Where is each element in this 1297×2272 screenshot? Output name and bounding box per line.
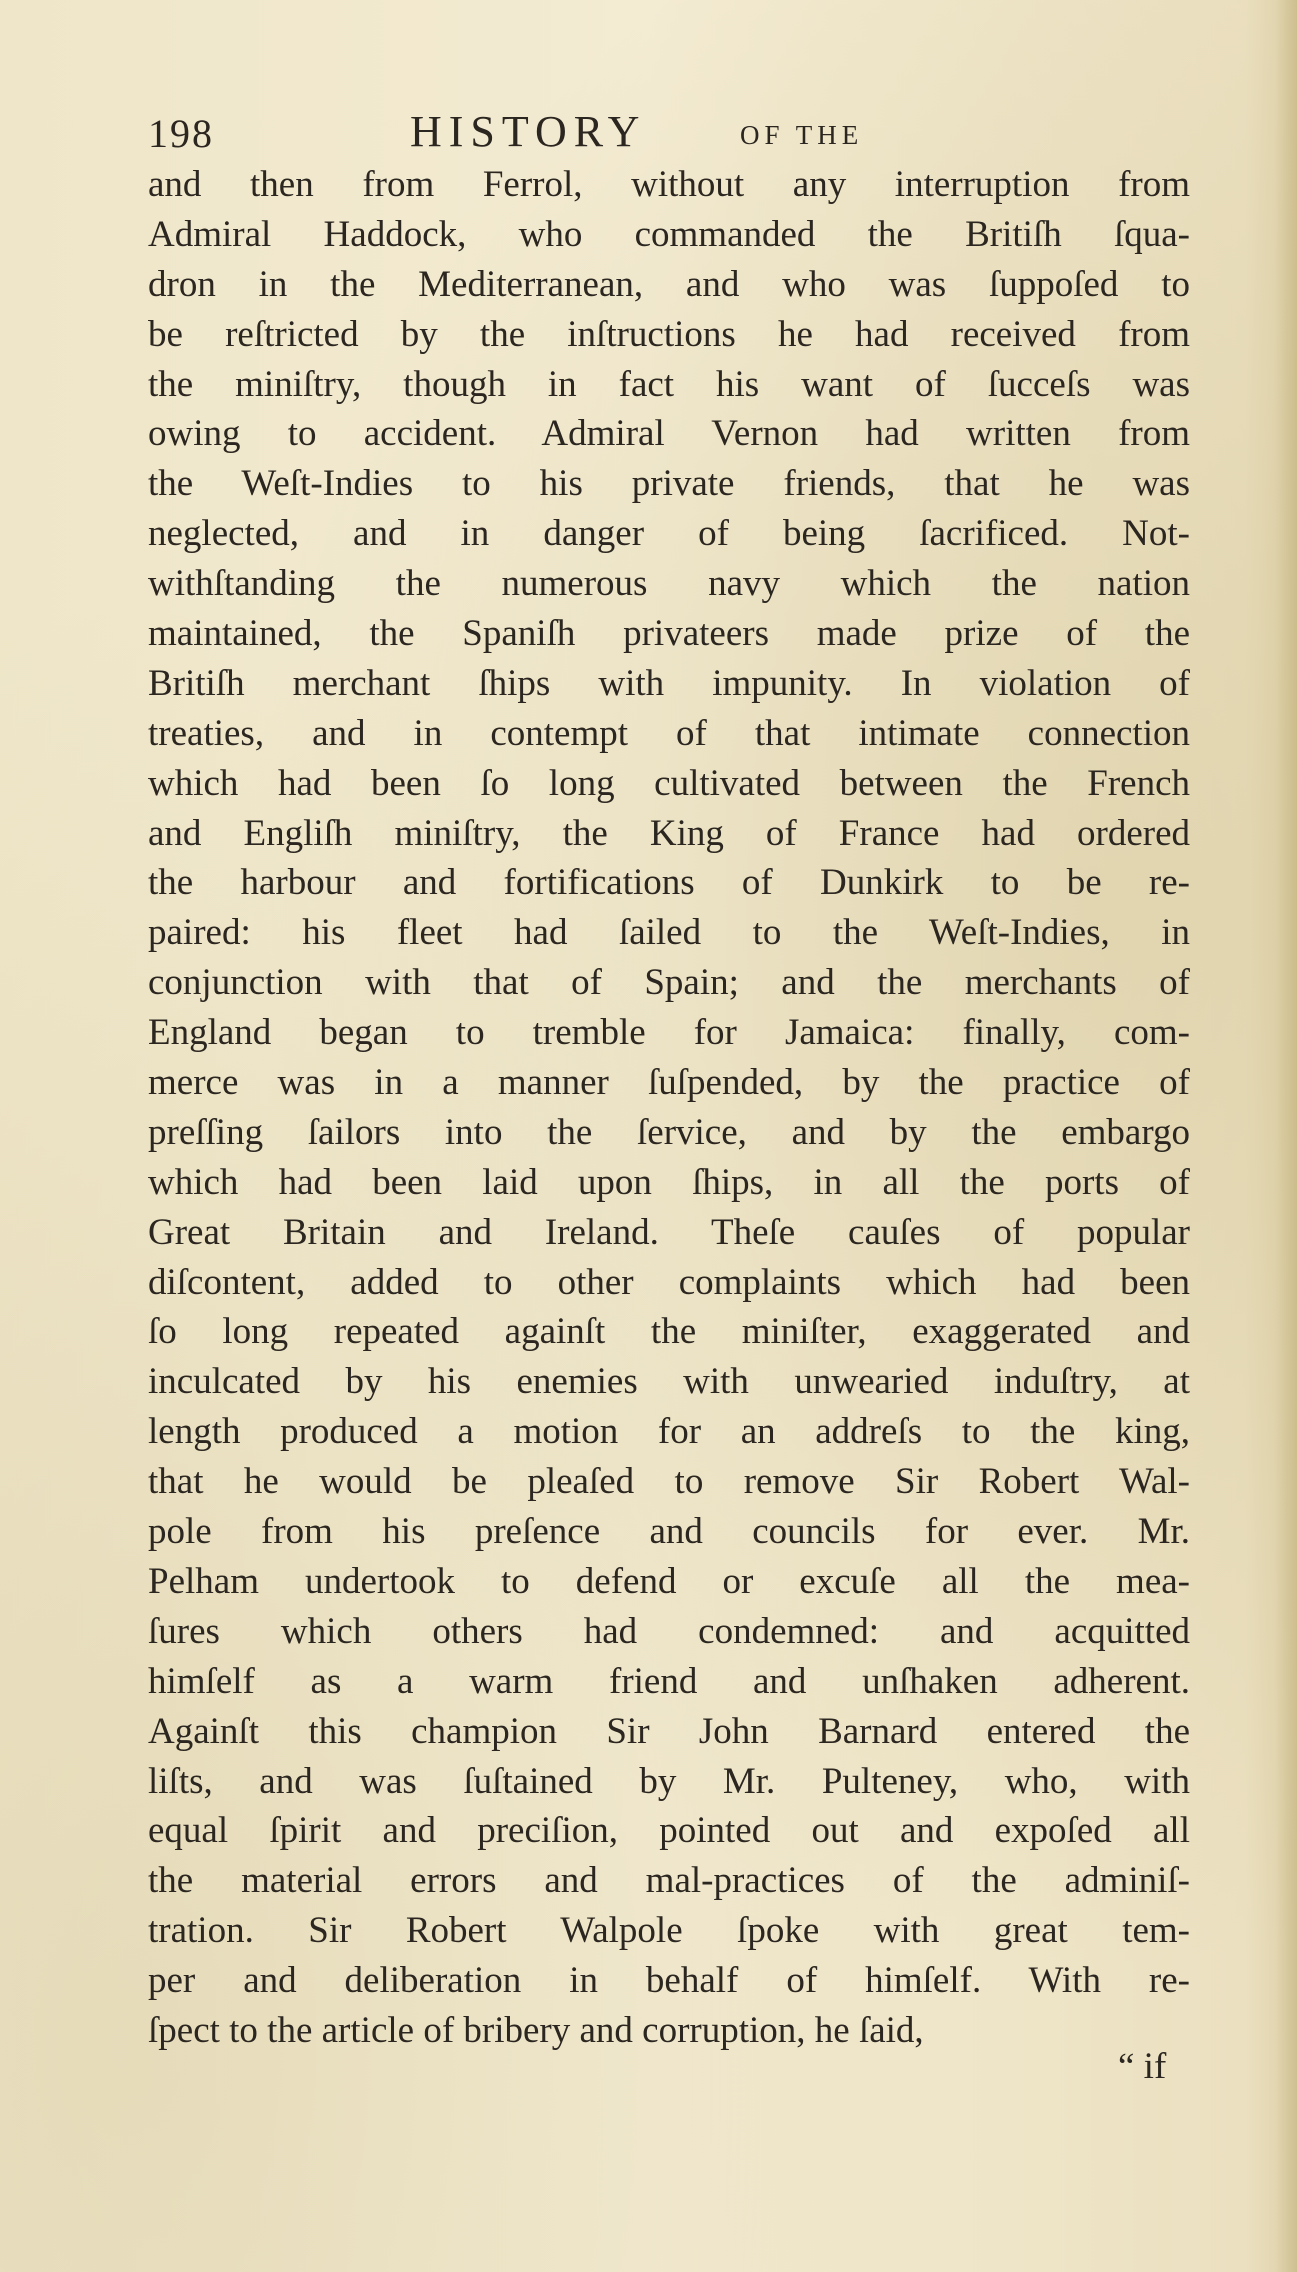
text-line: pole from his preſence and councils for ever. Mr.: [148, 1511, 1190, 1553]
text-line: paired: his fleet had ſailed to the Weſt-Indies, in: [148, 912, 1190, 954]
text-line: and Engliſh miniſtry, the King of France had ordered: [148, 812, 1190, 854]
text-line: treaties, and in contempt of that intimate connection: [148, 712, 1190, 754]
running-head: [148, 106, 1198, 166]
text-line: Pelham undertook to defend or excuſe all the mea-: [148, 1560, 1190, 1602]
text-line: Great Britain and Ireland. Theſe cauſes of popular: [148, 1211, 1190, 1253]
text-line: be reſtricted by the inſtructions he had received from: [148, 313, 1190, 355]
text-line: dron in the Mediterranean, and who was ſuppoſed to: [148, 263, 1190, 305]
text-line: the Weſt-Indies to his private friends, that he was: [148, 463, 1190, 505]
text-line: withſtanding the numerous navy which the nation: [148, 563, 1190, 605]
text-line: ſpect to the article of bribery and corruption, he ſaid,: [148, 2009, 924, 2051]
text-line: conjunction with that of Spain; and the merchants of: [148, 962, 1190, 1004]
text-line: inculcated by his enemies with unwearied induſtry, at: [148, 1361, 1190, 1403]
text-line: which had been ſo long cultivated between the French: [148, 762, 1190, 804]
text-line: Britiſh merchant ſhips with impunity. In violation of: [148, 662, 1190, 704]
text-line: the material errors and mal-practices of the adminiſ-: [148, 1860, 1190, 1902]
text-line: length produced a motion for an addreſs to the king,: [148, 1411, 1190, 1453]
text-line: ſures which others had condemned: and acquitted: [148, 1610, 1190, 1652]
page-edge-shadow: [1275, 0, 1297, 2272]
text-line: and then from Ferrol, without any interruption from: [148, 164, 1190, 205]
running-head-subtitle: OF THE: [740, 120, 864, 150]
text-line: tration. Sir Robert Walpole ſpoke with great tem-: [148, 1910, 1190, 1952]
text-line: maintained, the Spaniſh privateers made prize of the: [148, 613, 1190, 655]
text-line: preſſing ſailors into the ſervice, and by the embargo: [148, 1111, 1190, 1153]
running-head-title: HISTORY: [410, 107, 647, 156]
text-line: England began to tremble for Jamaica: finally, com-: [148, 1012, 1190, 1054]
text-line: equal ſpirit and preciſion, pointed out and expoſed all: [148, 1810, 1190, 1852]
text-line: himſelf as a warm friend and unſhaken adherent.: [148, 1660, 1190, 1702]
text-line: the harbour and fortifications of Dunkirk to be re-: [148, 862, 1190, 904]
text-line: per and deliberation in behalf of himſelf. With re-: [148, 1960, 1190, 2002]
page-number: 198: [148, 111, 214, 156]
text-line: ſo long repeated againſt the miniſter, exaggerated and: [148, 1311, 1190, 1353]
text-line: Admiral Haddock, who commanded the Britiſh ſqua-: [148, 213, 1190, 255]
text-line: the miniſtry, though in fact his want of ſucceſs was: [148, 363, 1190, 405]
text-line: which had been laid upon ſhips, in all the ports of: [148, 1161, 1190, 1203]
body-text: [148, 160, 1190, 2056]
text-line: that he would be pleaſed to remove Sir Robert Wal-: [148, 1461, 1190, 1503]
text-line: Againſt this champion Sir John Barnard entered the: [148, 1710, 1190, 1752]
text-line: diſcontent, added to other complaints which had been: [148, 1261, 1190, 1303]
catchword: “ if: [1118, 2046, 1167, 2087]
text-line: owing to accident. Admiral Vernon had written from: [148, 413, 1190, 455]
text-line: merce was in a manner ſuſpended, by the practice of: [148, 1062, 1190, 1104]
text-line: liſts, and was ſuſtained by Mr. Pulteney, who, with: [148, 1760, 1190, 1802]
text-line: neglected, and in danger of being ſacrificed. Not-: [148, 513, 1190, 555]
